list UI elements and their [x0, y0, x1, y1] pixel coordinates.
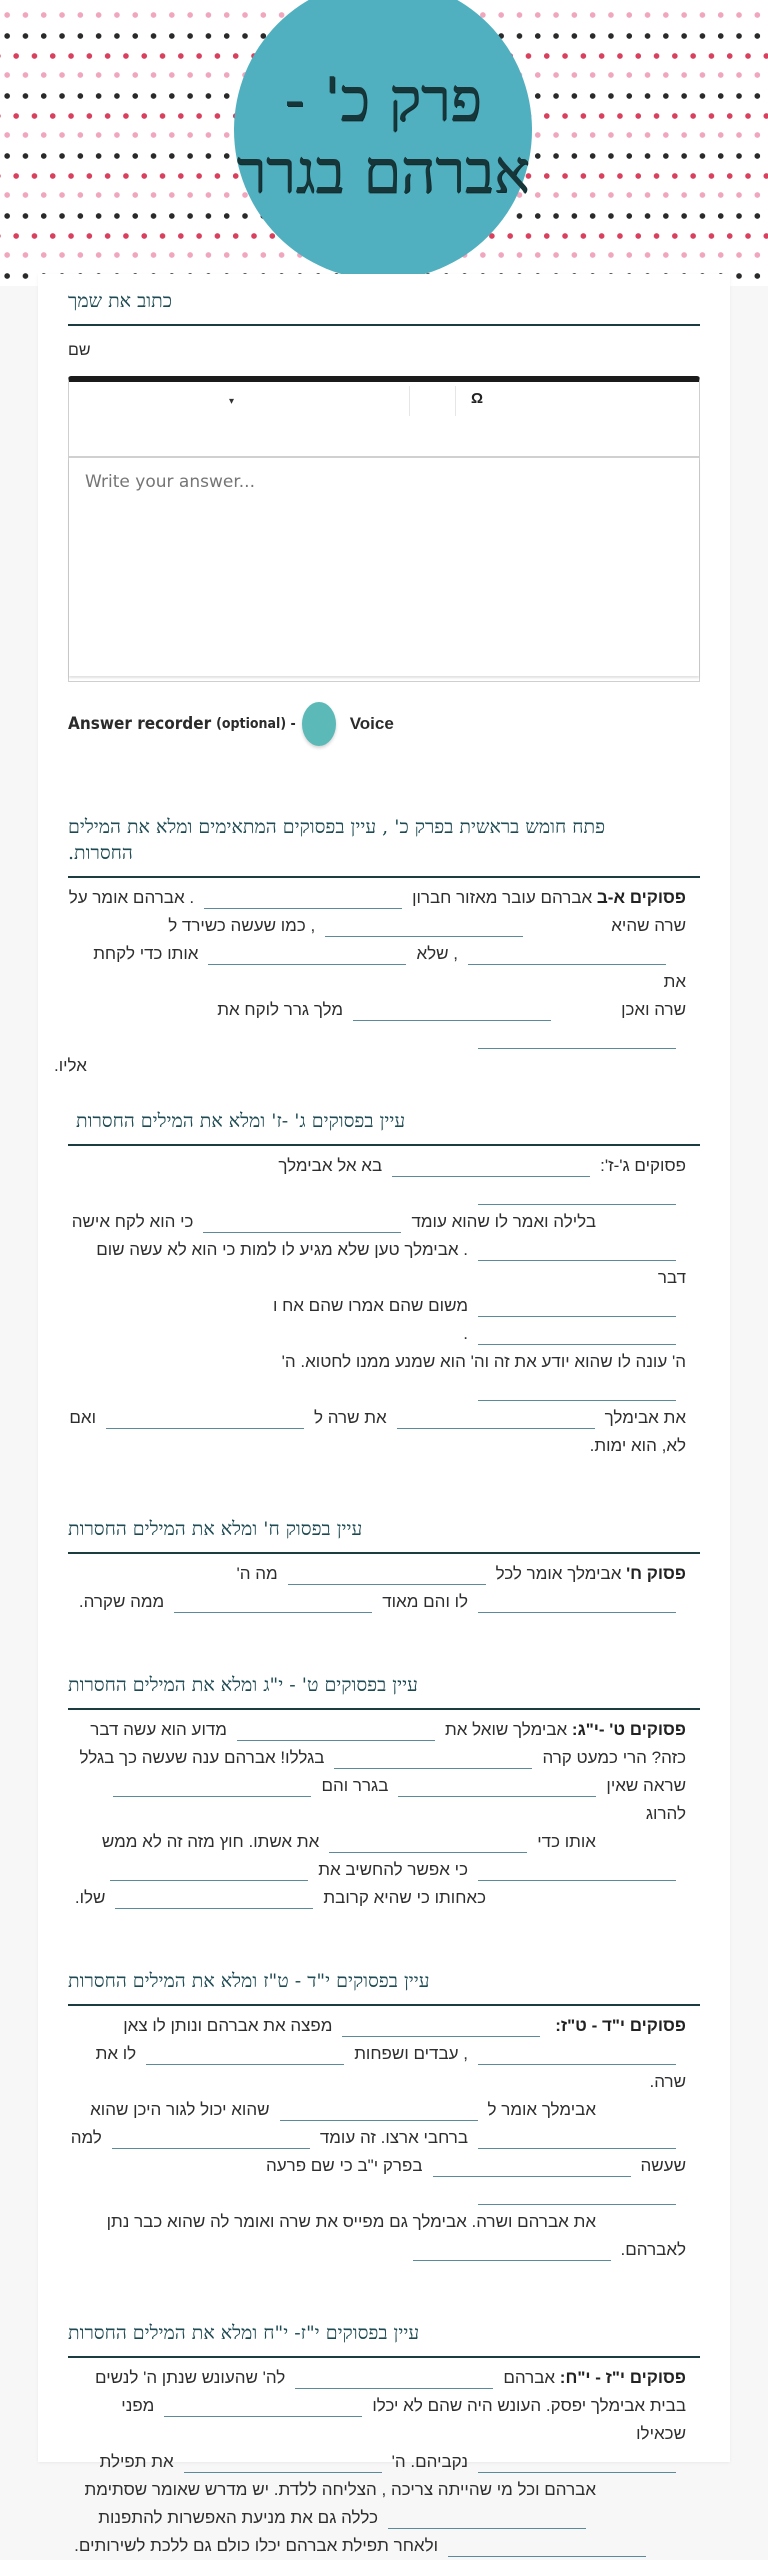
- blank-input[interactable]: [478, 2046, 676, 2065]
- blank-input[interactable]: [413, 2242, 611, 2261]
- worksheet-card: [38, 274, 730, 2555]
- blank-input[interactable]: [329, 1834, 527, 1853]
- section-title: עיין בפסוקים י"ד - ט"ז ומלא את המילים החסרות: [68, 1968, 700, 2006]
- name-label: שם: [68, 342, 91, 359]
- blank-input[interactable]: [478, 1186, 676, 1205]
- blank-input[interactable]: [478, 1298, 676, 1317]
- answer-input[interactable]: [69, 458, 699, 676]
- section-title: עיין בפסוקים ט' - י"ג ומלא את המילים החסרות: [68, 1672, 700, 1710]
- blank-input[interactable]: [478, 2130, 676, 2149]
- recorder-label: Answer recorder: [68, 714, 212, 734]
- blank-input[interactable]: [237, 1722, 435, 1741]
- fill-in-paragraph: פסוקים ג'-ז':בא אל אבימלך בלילה ואמר לו שהוא עומדכי הוא לקח אישה . אבימלך טען שלא מגיע לו למות כי הוא לא עשה שום דבר משום שהם אמרו שהם אח ו. ה' עונה לו שהוא יודע את זה וה' הוא שמנע ממנו לחטוא. ה' את אבימלךאת שרה לואם לא, הוא ימות.: [69, 1156, 686, 1455]
- blank-input[interactable]: [468, 946, 666, 965]
- rich-text-editor: [68, 376, 700, 682]
- blank-input[interactable]: [110, 1862, 308, 1881]
- format-dropdown-icon[interactable]: ▾: [229, 396, 235, 407]
- blank-input[interactable]: [208, 946, 406, 965]
- blank-input[interactable]: [115, 1890, 313, 1909]
- blank-input[interactable]: [478, 1326, 676, 1345]
- blank-input[interactable]: [112, 2130, 310, 2149]
- blank-input[interactable]: [398, 1778, 596, 1797]
- toolbar-divider: [409, 386, 410, 416]
- section-title: עיין בפסוק ח' ומלא את המילים החסרות: [68, 1516, 700, 1554]
- blank-input[interactable]: [388, 2510, 586, 2529]
- blank-input[interactable]: [295, 2370, 493, 2389]
- section-verses-1-2: [54, 814, 700, 1075]
- section-verses-14-16: [68, 1968, 700, 2264]
- blank-input[interactable]: [106, 1410, 304, 1429]
- worksheet-title-line2: אברהם בגרר: [236, 137, 530, 207]
- voice-label: Voice: [349, 714, 394, 733]
- blank-input[interactable]: [478, 1594, 676, 1613]
- blank-input[interactable]: [478, 1030, 676, 1049]
- record-voice-button[interactable]: [302, 702, 336, 746]
- question-title: כתוב את שמך: [68, 288, 700, 326]
- blank-input[interactable]: [113, 1778, 311, 1797]
- section-title: עיין בפסוקים י"ז- י"ח ומלא את המילים החסרות: [68, 2320, 700, 2358]
- section-verse-8: [68, 1516, 700, 1616]
- blank-input[interactable]: [184, 2454, 382, 2473]
- blank-input[interactable]: [478, 1862, 676, 1881]
- blank-input[interactable]: [203, 1214, 401, 1233]
- section-title: עיין בפסוקים ג' -ז' ומלא את המילים החסרות: [68, 1108, 700, 1146]
- blank-input[interactable]: [288, 1566, 486, 1585]
- fill-in-paragraph: פסוקים י"ז - י"ח: אברהםלה' שהעונש שנתן ה' לנשים בבית אבימלך יפסק. העונש היה שהם לא יכלומפני שכאילו נקביהם. ה'את תפילת אברהם וכל מי שהייתה צריכה , הצליחה ללדת. יש מדרש שאומר שסתימת כללה גם את מניעת האפשרות להתפנות ולאחר תפילת אברהם יכלו כולם גם ללכת לשירותים.: [74, 2368, 686, 2555]
- blank-input[interactable]: [334, 1750, 532, 1769]
- title-circle: [234, 0, 532, 280]
- blank-input[interactable]: [280, 2102, 478, 2121]
- blank-input[interactable]: [342, 2018, 540, 2037]
- fill-in-paragraph: פסוקים י"ד - ט"ז: מפצה את אברהם ונותן לו צאן , עבדים ושפחותלו את שרה. אבימלך אומר לשהוא יכול לגור היכן שהוא ברחבי ארצו. זה עומדלמה שעשהבפרק י"ב כי שם פרעה את אברהם ושרה. אבימלך גם מפייס את שרה ואומר לה שהוא כבר נתן לאברהם.: [70, 2016, 686, 2259]
- blank-input[interactable]: [392, 1158, 590, 1177]
- blank-input[interactable]: [478, 1242, 676, 1261]
- blank-input[interactable]: [448, 2538, 646, 2557]
- fill-in-paragraph: פסוקים א-ב אברהם עובר מאזור חברון. אברהם אומר על שרה שהיא, כמו שעשה כשירד ל , שלאאותו כדי לקחת את שרה ואכןמלך גרר לוקח את אליו.: [54, 888, 686, 1075]
- blank-input[interactable]: [325, 918, 523, 937]
- header-banner: [0, 0, 768, 286]
- blank-input[interactable]: [478, 2186, 676, 2205]
- section-title: פתח חומש בראשית בפרק כ' , עיין בפסוקים המתאימים ומלא את המילים החסרות.: [68, 814, 700, 878]
- blank-input[interactable]: [164, 2398, 362, 2417]
- blank-input[interactable]: [353, 1002, 551, 1021]
- blank-input[interactable]: [174, 1594, 372, 1613]
- toolbar-divider: [455, 386, 456, 416]
- special-character-icon[interactable]: Ω: [471, 390, 484, 407]
- answer-recorder: [68, 700, 700, 748]
- blank-input[interactable]: [433, 2158, 631, 2177]
- recorder-optional: (optional) -: [216, 716, 296, 732]
- blank-input[interactable]: [204, 890, 402, 909]
- blank-input[interactable]: [478, 2454, 676, 2473]
- worksheet-title-line1: פרק כ' -: [284, 65, 482, 135]
- fill-in-paragraph: פסוק ח' אבימלך אומר לכלמה ה' לו והם מאודממה שקרה.: [78, 1564, 686, 1611]
- blank-input[interactable]: [478, 1382, 676, 1401]
- editor-toolbar: [69, 382, 699, 458]
- blank-input[interactable]: [397, 1410, 595, 1429]
- section-verses-9-13: [68, 1672, 700, 1912]
- name-question: [68, 274, 700, 748]
- section-verses-17-18: [68, 2320, 700, 2560]
- fill-in-paragraph: פסוקים ט' -י"ג: אבימלך שואל אתמדוע הוא עשה דבר כזה? הרי כמעט קרהבגללו! אברהם ענה שעשה כך בגלל שראה שאיןבגרר והםלהרוג אותו כדיאת אשתו. חוץ מזה זה לא ממש כי אפשר להחשיב את כאחותו כי שהיא קרובתשלו.: [74, 1720, 686, 1907]
- section-verses-3-7: [68, 1108, 700, 1460]
- blank-input[interactable]: [146, 2046, 344, 2065]
